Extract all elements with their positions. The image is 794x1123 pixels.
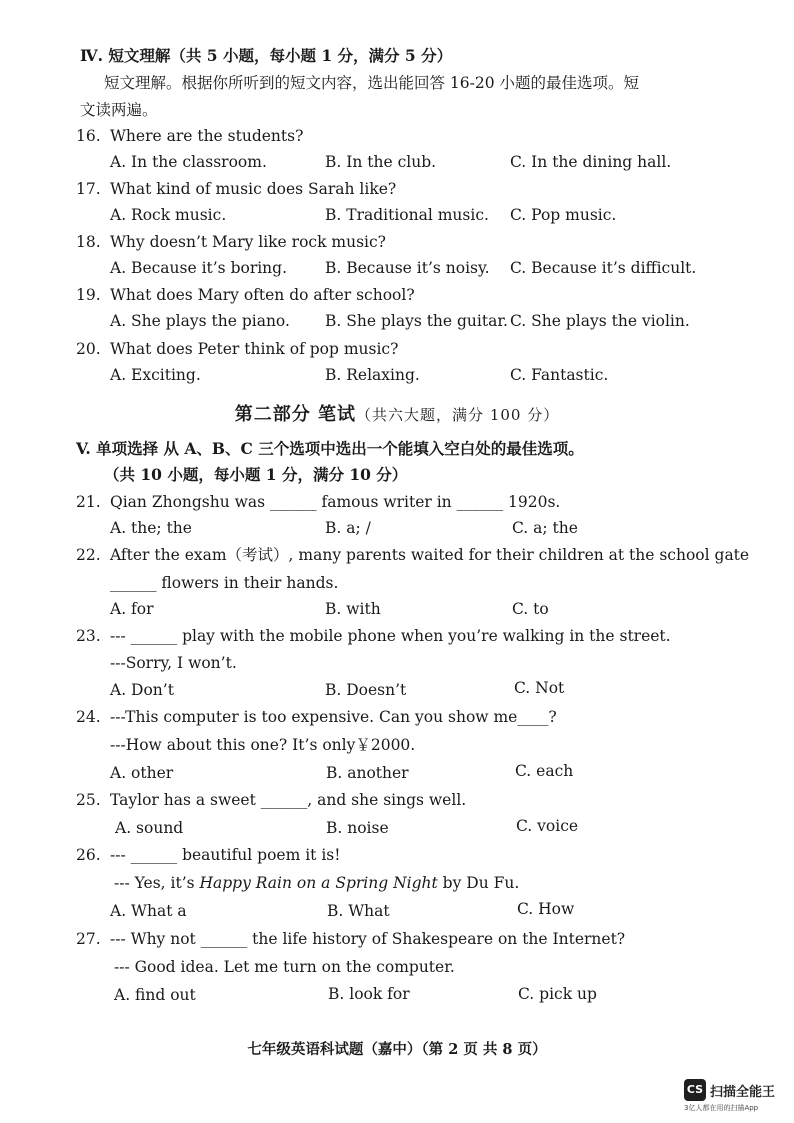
question-23 (76, 626, 671, 646)
question-continuation (114, 873, 519, 893)
section5-heading2: （共 10 小题，每小题 1 分，满分 10 分） (104, 465, 408, 484)
option-b: B. Doesn’t (325, 681, 407, 699)
option-c: C. voice (516, 817, 579, 835)
part2-title-main: 第二部分 笔试 (234, 404, 357, 425)
option-c: C. In the dining hall. (510, 153, 672, 171)
poem-title: Happy Rain on a Spring Night (199, 874, 438, 892)
question-text: ---This computer is too expensive. Can you show me____? (110, 708, 557, 726)
section5-heading: V. 单项选择 从 A、B、C 三个选项中选出一个能填入空白处的最佳选项。 (76, 439, 584, 458)
question-text: --- ______ beautiful poem it is! (110, 846, 341, 864)
section4-heading: Ⅳ. 短文理解（共 5 小题，每小题 1 分，满分 5 分） (80, 46, 453, 65)
scanner-app-name: 扫描全能王 (710, 1085, 776, 1100)
option-a: A. the; the (110, 519, 192, 537)
section4-instruction-line1: 短文理解。根据你所听到的短文内容，选出能回答 16-20 小题的最佳选项。短 (104, 74, 640, 92)
scanner-logo (684, 1079, 794, 1115)
question-text: What does Mary often do after school? (110, 286, 415, 304)
option-c: C. Because it’s difficult. (510, 259, 697, 277)
question-16 (76, 126, 303, 146)
part2-subtitle: （共六大题，满分 100 分） (356, 406, 560, 424)
question-25 (76, 790, 466, 810)
question-text: Qian Zhongshu was ______ famous writer in ______ 1920s. (110, 493, 561, 511)
option-a: A. for (110, 600, 154, 618)
question-number: 25. (76, 791, 101, 809)
question-text: What kind of music does Sarah like? (110, 180, 397, 198)
question-19 (76, 285, 415, 305)
option-b: B. Because it’s noisy. (325, 259, 490, 277)
option-a: A. Don’t (110, 681, 174, 699)
option-b: B. a; / (325, 519, 371, 537)
option-a: A. In the classroom. (110, 153, 267, 171)
question-20 (76, 339, 398, 359)
question-text: Where are the students? (110, 127, 304, 145)
question-17 (76, 179, 396, 199)
question-text: Why doesn’t Mary like rock music? (110, 233, 386, 251)
page-footer: 七年级英语科试题（嘉中）（第 2 页 共 8 页） (247, 1041, 547, 1058)
option-b: B. Traditional music. (325, 206, 489, 224)
question-26 (76, 845, 340, 865)
question-number: 19. (76, 286, 101, 304)
question-number: 16. (76, 127, 101, 145)
option-b: B. In the club. (325, 153, 437, 171)
section4-instruction-line2: 文读两遍。 (80, 101, 158, 119)
option-a: A. What a (110, 902, 187, 920)
option-c: C. She plays the violin. (510, 312, 690, 330)
question-continuation: --- Good idea. Let me turn on the computer. (114, 958, 455, 976)
question-number: 23. (76, 627, 101, 645)
question-text: --- ______ play with the mobile phone when you’re walking in the street. (110, 627, 671, 645)
question-number: 17. (76, 180, 101, 198)
question-continuation: ---How about this one? It’s only￥2000. (110, 736, 416, 754)
question-text: After the exam（考试）, many parents waited for their children at the school gate (110, 546, 750, 564)
option-c: C. Fantastic. (510, 366, 609, 384)
option-b: B. another (326, 764, 409, 782)
reply-prefix: --- Yes, it’s (114, 874, 200, 892)
question-number: 21. (76, 493, 101, 511)
reply-suffix: by Du Fu. (437, 874, 520, 892)
option-a: A. She plays the piano. (110, 312, 290, 330)
option-b: B. What (327, 902, 390, 920)
option-c: C. to (512, 600, 549, 618)
option-c: C. pick up (518, 985, 597, 1003)
question-text: What does Peter think of pop music? (110, 340, 399, 358)
question-continuation: ______ flowers in their hands. (110, 574, 339, 592)
option-c: C. How (517, 900, 575, 918)
option-b: B. with (325, 600, 381, 618)
question-22 (76, 545, 749, 565)
question-number: 22. (76, 546, 101, 564)
cs-logo-icon: CS (684, 1079, 706, 1101)
option-a: A. Exciting. (110, 366, 201, 384)
option-c: C. Not (514, 679, 565, 697)
option-b: B. noise (326, 819, 389, 837)
option-c: C. Pop music. (510, 206, 617, 224)
question-number: 20. (76, 340, 101, 358)
option-b: B. Relaxing. (325, 366, 420, 384)
option-a: A. sound (115, 819, 184, 837)
question-text: Taylor has a sweet ______, and she sings well. (110, 791, 467, 809)
option-b: B. She plays the guitar. (325, 312, 508, 330)
question-number: 26. (76, 846, 101, 864)
option-a: A. Because it’s boring. (110, 259, 288, 277)
option-a: A. other (110, 764, 174, 782)
question-continuation: ---Sorry, I won’t. (110, 654, 237, 672)
question-number: 27. (76, 930, 101, 948)
question-text: --- Why not ______ the life history of Shakespeare on the Internet? (110, 930, 626, 948)
option-a: A. Rock music. (110, 206, 227, 224)
part2-title (0, 400, 794, 426)
question-18 (76, 232, 386, 252)
question-27 (76, 929, 625, 949)
question-21 (76, 492, 560, 512)
question-number: 18. (76, 233, 101, 251)
scanner-tagline: 3亿人都在用的扫描App (684, 1104, 759, 1112)
option-c: C. a; the (512, 519, 578, 537)
question-number: 24. (76, 708, 101, 726)
option-b: B. look for (328, 985, 410, 1003)
option-c: C. each (515, 762, 574, 780)
option-a: A. find out (114, 986, 196, 1004)
question-24 (76, 707, 557, 727)
